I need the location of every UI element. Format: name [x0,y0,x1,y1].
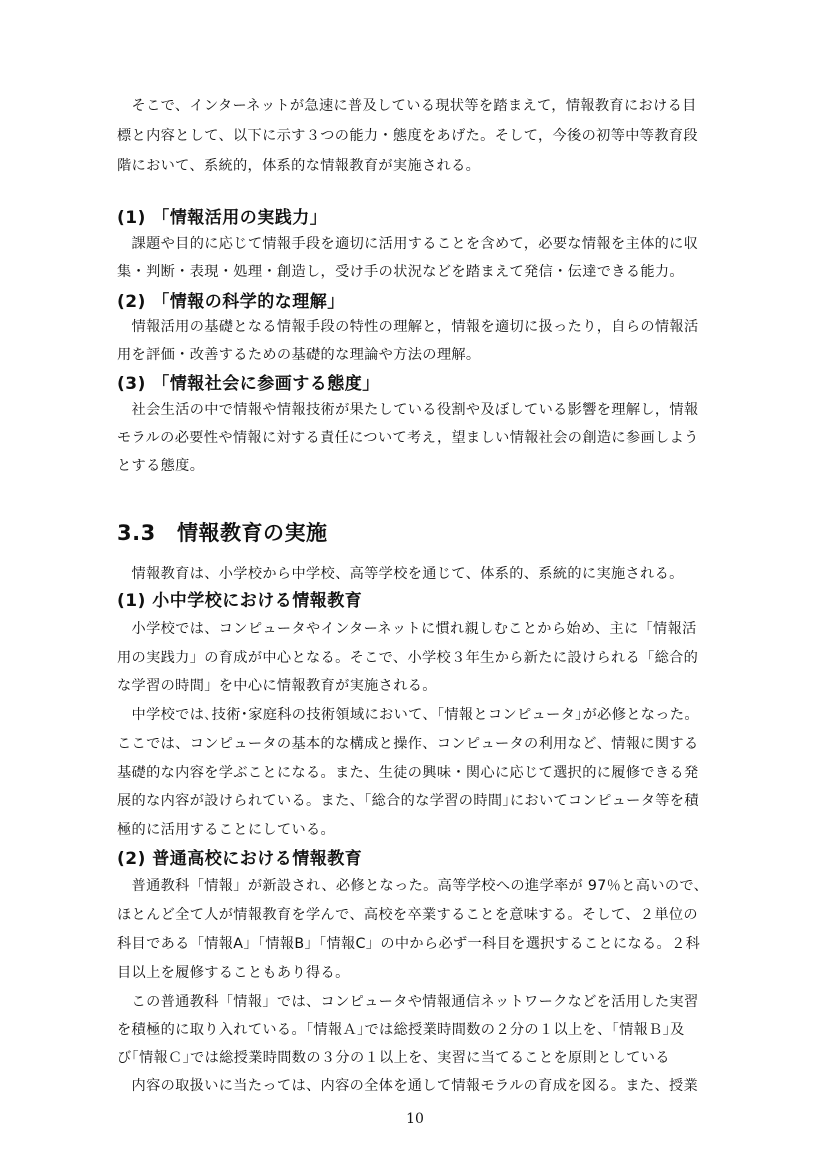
body-line: 科目である「情報A」「情報B」「情報C」の中から必ず一科目を選択することになる。２科 [117,936,701,952]
intro-line: 階において、系統的，体系的な情報教育が実施される。 [117,158,481,174]
page-number: 10 [406,1111,424,1127]
ability-line: 用を評価・改善するための基礎的な理論や方法の理解。 [117,347,481,363]
body-line: 用の実践力」の育成が中心となる。そこで、小学校３年生から新たに設けられる「総合的 [117,650,699,666]
body-line: この普通教科「情報」では、コンピュータや情報通信ネットワークなどを活用した実習 [117,994,699,1010]
body-line: 展的な内容が設けられている。また、｢総合的な学習の時間｣においてコンピュータ等を積 [117,793,699,809]
section-title [117,520,328,546]
section-title-text: 情報教育の実施 [177,521,328,545]
intro-line: そこで、インターネットが急速に普及している現状等を踏まえて，情報教育における目 [117,98,697,114]
subsection-heading: (2) 普通高校における情報教育 [117,849,363,869]
body-line: 中学校では､技術･家庭科の技術領域において、｢情報とコンピュータ｣が必修となった。 [117,707,699,723]
ability-line: 情報活用の基礎となる情報手段の特性の理解と，情報を適切に扱ったり，自らの情報活 [117,319,699,335]
body-line: 目以上を履修することもあり得る。 [117,965,350,981]
body-line: び｢情報Ｃ｣では総授業時間数の３分の１以上を、実習に当てることを原則としている [117,1050,670,1066]
intro-line: 標と内容として、以下に示す３つの能力・態度をあげた。そして，今後の初等中等教育段 [117,128,698,144]
body-line: 極的に活用することにしている。 [117,822,336,838]
ability-heading: (1) 「情報活用の実践力」 [117,208,328,228]
body-line: ほとんど全て人が情報教育を学んで、高校を卒業することを意味する。そして、２単位の [117,907,698,923]
body-line: な学習の時間」を中心に情報教育が実施される。 [117,678,437,694]
ability-line: 社会生活の中で情報や情報技術が果たしている役割や及ぼしている影響を理解し，情報 [117,402,699,418]
body-line: を積極的に取り入れている。｢情報Ａ｣では総授業時間数の２分の１以上を、｢情報Ｂ｣及 [117,1022,685,1038]
subsection-heading: (1) 小中学校における情報教育 [117,591,363,611]
body-line: 基礎的な内容を学ぶことになる。また、生徒の興味・関心に応じて選択的に履修できる発 [117,765,699,781]
ability-line: 課題や目的に応じて情報手段を適切に活用することを含めて，必要な情報を主体的に収 [117,236,699,252]
body-line: ここでは、コンピュータの基本的な構成と操作、コンピュータの利用など、情報に関する [117,736,699,752]
ability-heading: (2) 「情報の科学的な理解」 [117,292,345,312]
ability-heading: (3) 「情報社会に参画する態度」 [117,374,380,394]
section-number: 3.3 [117,521,156,545]
ability-line: モラルの必要性や情報に対する責任について考え，望ましい情報社会の創造に参画しよう [117,430,699,446]
ability-line: とする態度。 [117,458,205,474]
body-line: 小学校では、コンピュータやインターネットに慣れ親しむことから始め、主に「情報活 [117,621,697,637]
body-line: 内容の取扱いに当たっては、内容の全体を通して情報モラルの育成を図る。また、授業 [117,1078,699,1094]
body-line: 普通教科「情報」が新設され、必修となった。高等学校への進学率が 97％と高いので、 [117,878,709,894]
section-intro: 情報教育は、小学校から中学校、高等学校を通じて、体系的、系統的に実施される。 [117,566,684,582]
ability-line: 集・判断・表現・処理・創造し，受け手の状況などを踏まえて発信・伝達できる能力。 [117,264,684,280]
